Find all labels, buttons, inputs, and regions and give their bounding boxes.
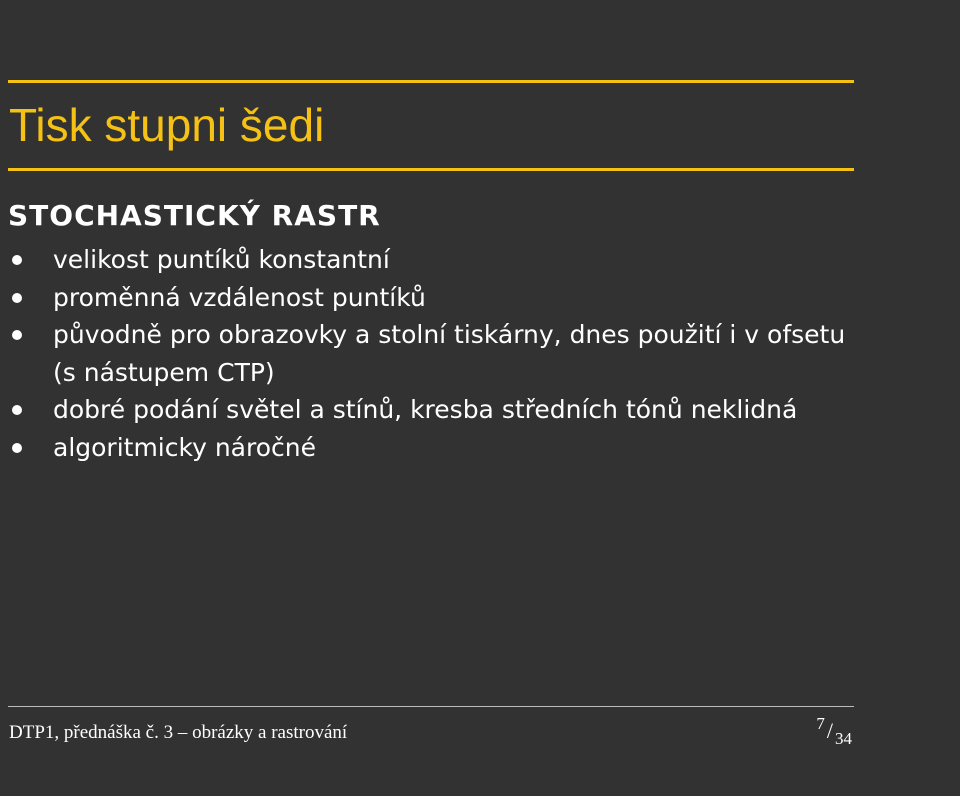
bullet-dot-icon: [12, 443, 22, 453]
bullet-item: [8, 391, 858, 429]
title-rule-top: [8, 80, 854, 83]
footer-course-title: DTP1, přednáška č. 3 – obrázky a rastrování: [9, 722, 348, 743]
bullet-text: proměnná vzdálenost puntíků: [53, 282, 426, 312]
bullet-item: [8, 316, 858, 391]
bullet-text: velikost puntíků konstantní: [53, 245, 390, 274]
bullet-item: [8, 279, 858, 317]
bullet-dot-icon: [12, 405, 22, 415]
section-heading: STOCHASTICKÝ RASTR: [8, 199, 381, 232]
bullet-dot-icon: [12, 255, 22, 265]
page-total: 34: [835, 729, 852, 748]
bullet-dot-icon: [12, 330, 22, 340]
footer-rule: [8, 706, 854, 707]
page-separator: /: [826, 718, 833, 743]
bullet-item: [8, 429, 858, 467]
bullet-text: dobré podání světel a stínů, kresba středních tónů neklidná: [53, 395, 798, 424]
bullet-dot-icon: [12, 293, 22, 303]
bullet-item: [8, 241, 858, 279]
title-rule-bottom: [8, 168, 854, 171]
slide-title: Tisk stupni šedi: [9, 99, 325, 151]
page-number: [816, 714, 852, 749]
bullet-text: původně pro obrazovky a stolní tiskárny, dnes použití i v ofsetu (s nástupem CTP): [53, 320, 846, 387]
bullet-text: algoritmicky náročné: [53, 432, 316, 462]
page-current: 7: [816, 714, 825, 733]
bullet-list: [8, 241, 858, 466]
